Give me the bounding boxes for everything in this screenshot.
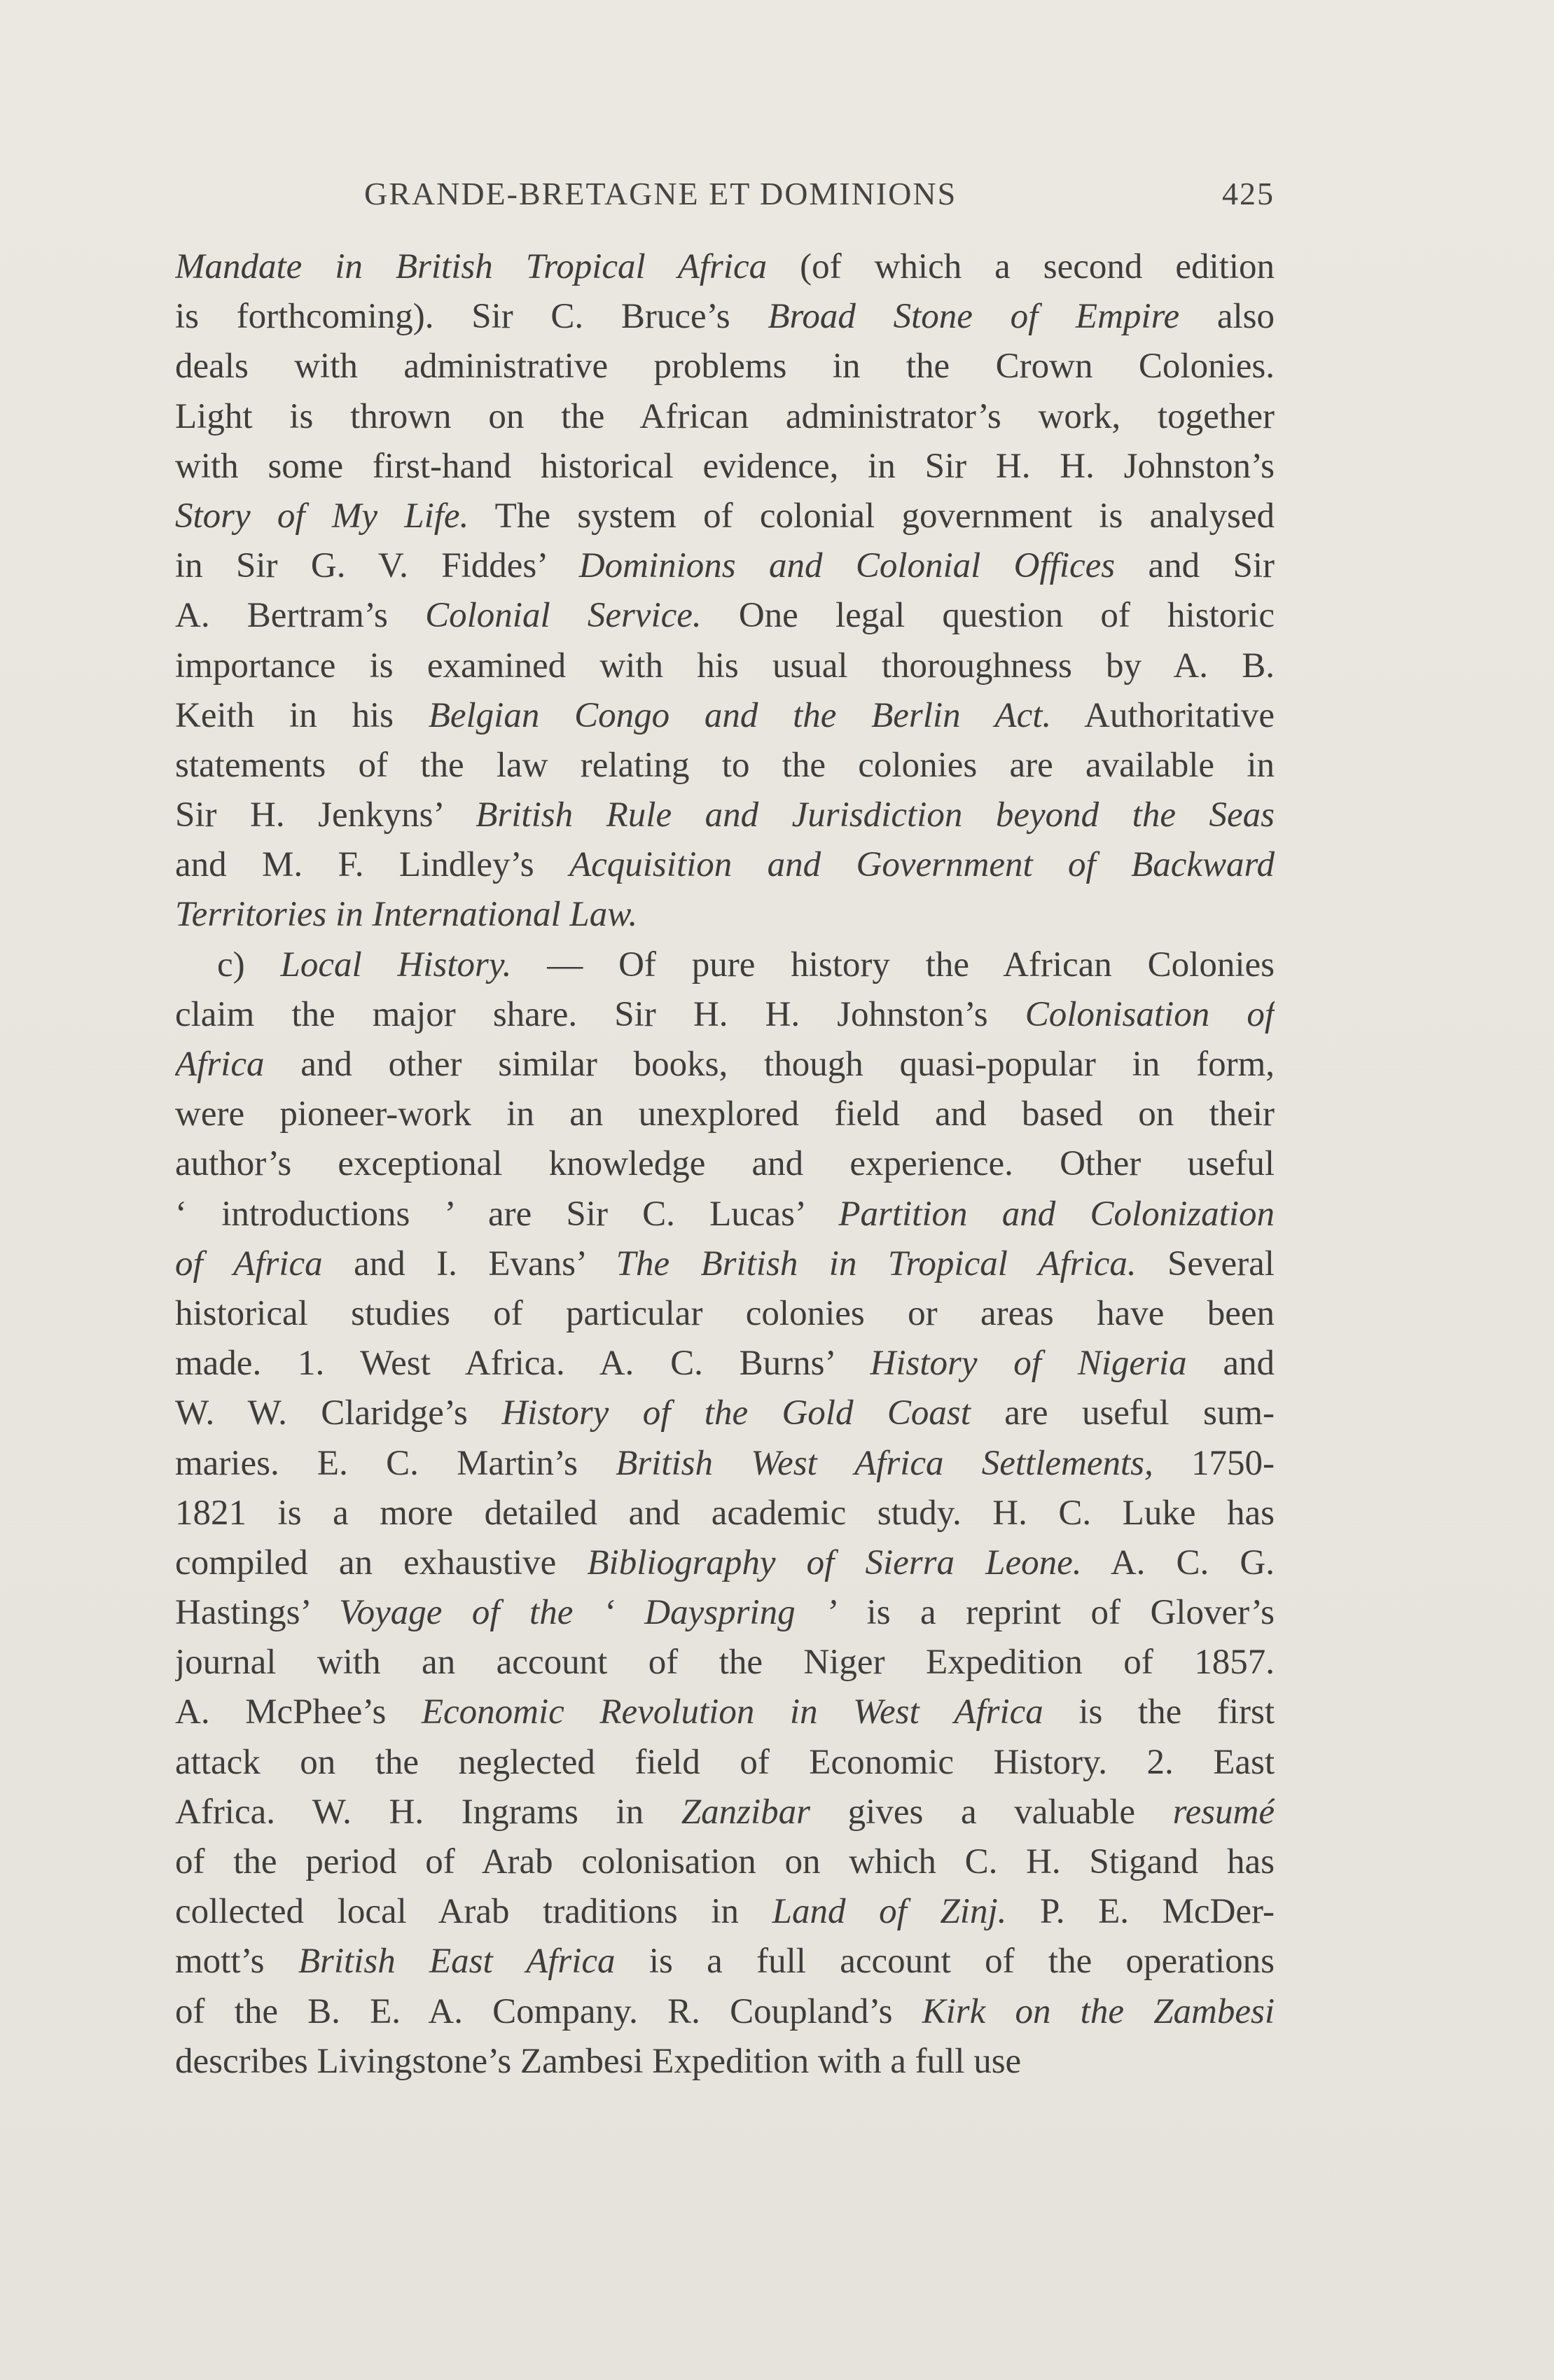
italic-title-span: Dominions and Colonial Offices [578, 546, 1116, 586]
text-span: deals with administrative problems in the Crown Colonies. [175, 347, 1275, 387]
page-number: 425 [1222, 176, 1275, 211]
text-line [175, 1139, 1275, 1189]
italic-title-span: Acquisition and Government of Backward [569, 845, 1275, 885]
italic-title-span: Bibliography of Sierra Leone. [587, 1543, 1082, 1582]
text-span: of the B. E. A. Company. R. Coupland’s [175, 1991, 922, 2031]
text-span: statements of the law relating to the colonies are available in [175, 745, 1275, 785]
text-span: — Of pure history the African Colonies [511, 945, 1275, 984]
italic-title-span: Story of My Life. [175, 496, 469, 536]
text-line [175, 442, 1275, 492]
text-span: 1750- [1153, 1443, 1275, 1483]
text-span: of the period of Arab colonisation on which C. H. Stigand has [175, 1842, 1275, 1881]
text-span: The system of colonial government is analysed [469, 496, 1275, 536]
text-line [175, 1289, 1275, 1339]
text-span: is forthcoming). Sir C. Bruce’s [175, 297, 768, 337]
italic-title-span: Economic Revolution in West Africa [421, 1692, 1043, 1732]
text-line [175, 1190, 1275, 1239]
text-span: gives a valuable [810, 1792, 1173, 1832]
text-line [175, 2037, 1275, 2087]
italic-title-span: History of Nigeria [870, 1344, 1187, 1384]
italic-title-span: Colonial Service. [425, 596, 702, 636]
italic-title-span: Colonisation of [1025, 994, 1275, 1034]
italic-title-span: of Africa [175, 1244, 323, 1283]
text-span: A. McPhee’s [175, 1692, 422, 1732]
text-span: collected local Arab traditions in [175, 1892, 772, 1932]
text-span: made. 1. West Africa. A. C. Burns’ [175, 1344, 870, 1384]
text-line [175, 1339, 1275, 1389]
text-line [175, 940, 1275, 990]
text-line [175, 492, 1275, 541]
text-line [175, 791, 1275, 840]
text-span: and I. Evans’ [322, 1244, 616, 1283]
text-span: ‘ introductions ’ are Sir C. Lucas’ [175, 1194, 839, 1234]
text-line [175, 840, 1275, 890]
text-span: mott’s [175, 1942, 298, 1982]
text-line [175, 1987, 1275, 2037]
italic-title-span: History of the Gold Coast [501, 1393, 971, 1433]
italic-title-span: The British in Tropical Africa. [616, 1244, 1137, 1283]
text-span: Authoritative [1051, 695, 1275, 735]
text-span: Light is thrown on the African administrator’s work, together [175, 396, 1275, 436]
text-span: c) [217, 945, 281, 984]
text-span: One legal question of historic [701, 596, 1275, 636]
text-span: and M. F. Lindley’s [175, 845, 569, 885]
text-line [175, 890, 1275, 940]
text-line [175, 990, 1275, 1040]
text-span: A. Bertram’s [175, 596, 426, 636]
text-line [175, 292, 1275, 342]
text-span: is the first [1043, 1692, 1275, 1732]
italic-title-span: Belgian Congo and the Berlin Act. [428, 695, 1052, 735]
text-line [175, 1538, 1275, 1588]
text-span: W. W. Claridge’s [175, 1393, 502, 1433]
text-line [175, 342, 1275, 391]
text-line [175, 1937, 1275, 1986]
text-span: historical studies of particular colonies or areas have been [175, 1293, 1275, 1333]
italic-title-span: Mandate in British Tropical Africa [175, 247, 768, 286]
text-span: P. E. McDer- [1006, 1892, 1275, 1932]
text-span: Several [1136, 1244, 1275, 1283]
text-line [175, 1439, 1275, 1489]
italic-title-span: British Rule and Jurisdiction beyond the Seas [476, 795, 1275, 835]
text-span: and Sir [1115, 546, 1275, 586]
italic-title-span: Voyage of the ‘ Dayspring ’ [339, 1593, 838, 1633]
text-line [175, 541, 1275, 591]
italic-title-span: British East Africa [298, 1942, 616, 1982]
italic-title-span: British West Africa Settlements, [616, 1443, 1153, 1483]
text-span: Africa. W. H. Ingrams in [175, 1792, 681, 1832]
text-span: journal with an account of the Niger Expedition of 1857. [175, 1643, 1275, 1683]
italic-title-span: resumé [1172, 1792, 1275, 1832]
text-span: is a reprint of Glover’s [837, 1593, 1275, 1633]
text-line [175, 1588, 1275, 1638]
text-span: with some first-hand historical evidence, in Sir H. H. Johnston’s [175, 446, 1275, 486]
italic-title-span: Broad Stone of Empire [768, 297, 1180, 337]
text-line [175, 1040, 1275, 1090]
italic-title-span: Local History. [280, 945, 512, 984]
text-line [175, 1090, 1275, 1139]
body-text [175, 242, 1275, 2087]
text-span: is a full account of the operations [615, 1942, 1275, 1982]
italic-title-span: Territories in International Law. [175, 895, 638, 935]
text-span: and [1186, 1344, 1275, 1384]
italic-title-span: Kirk on the Zambesi [922, 1991, 1275, 2031]
text-span: attack on the neglected field of Economic History. 2. East [175, 1742, 1275, 1782]
text-line [175, 1687, 1275, 1737]
text-span: maries. E. C. Martin’s [175, 1443, 616, 1483]
text-span: are useful sum- [970, 1393, 1275, 1433]
text-span: author’s exceptional knowledge and experience. Other useful [175, 1144, 1275, 1184]
text-line [175, 1239, 1275, 1289]
text-span: (of which a second edition [767, 247, 1275, 286]
text-line [175, 591, 1275, 641]
italic-title-span: Partition and Colonization [838, 1194, 1275, 1234]
text-line [175, 392, 1275, 442]
text-span: also [1179, 297, 1275, 337]
text-line [175, 1837, 1275, 1887]
text-line [175, 1788, 1275, 1837]
text-span: importance is examined with his usual thoroughness by A. B. [175, 646, 1275, 686]
text-line [175, 1887, 1275, 1937]
text-line [175, 741, 1275, 791]
text-span: Hastings’ [175, 1593, 340, 1633]
italic-title-span: Zanzibar [681, 1792, 811, 1832]
text-line [175, 1489, 1275, 1538]
italic-title-span: Land of Zinj. [772, 1892, 1007, 1932]
text-line [175, 691, 1275, 741]
text-line [175, 242, 1275, 292]
text-span: compiled an exhaustive [175, 1543, 588, 1582]
text-span: in Sir G. V. Fiddes’ [175, 546, 579, 586]
text-line [175, 1638, 1275, 1687]
text-span: Keith in his [175, 695, 429, 735]
text-span: claim the major share. Sir H. H. Johnston’s [175, 994, 1025, 1034]
running-title: GRANDE-BRETAGNE ET DOMINIONS [364, 176, 957, 211]
text-span: 1821 is a more detailed and academic study. H. C. Luke has [175, 1493, 1275, 1533]
text-span: were pioneer-work in an unexplored field and based on their [175, 1094, 1275, 1134]
text-span: A. C. G. [1081, 1543, 1275, 1582]
text-line [175, 641, 1275, 691]
text-span: Sir H. Jenkyns’ [175, 795, 476, 835]
text-span: and other similar books, though quasi-popular in form, [264, 1045, 1275, 1084]
text-line [175, 1738, 1275, 1788]
text-line [175, 1389, 1275, 1438]
text-span: describes Livingstone’s Zambesi Expedition with a full use [175, 2041, 1022, 2081]
running-head [175, 172, 1275, 221]
italic-title-span: Africa [175, 1045, 265, 1084]
